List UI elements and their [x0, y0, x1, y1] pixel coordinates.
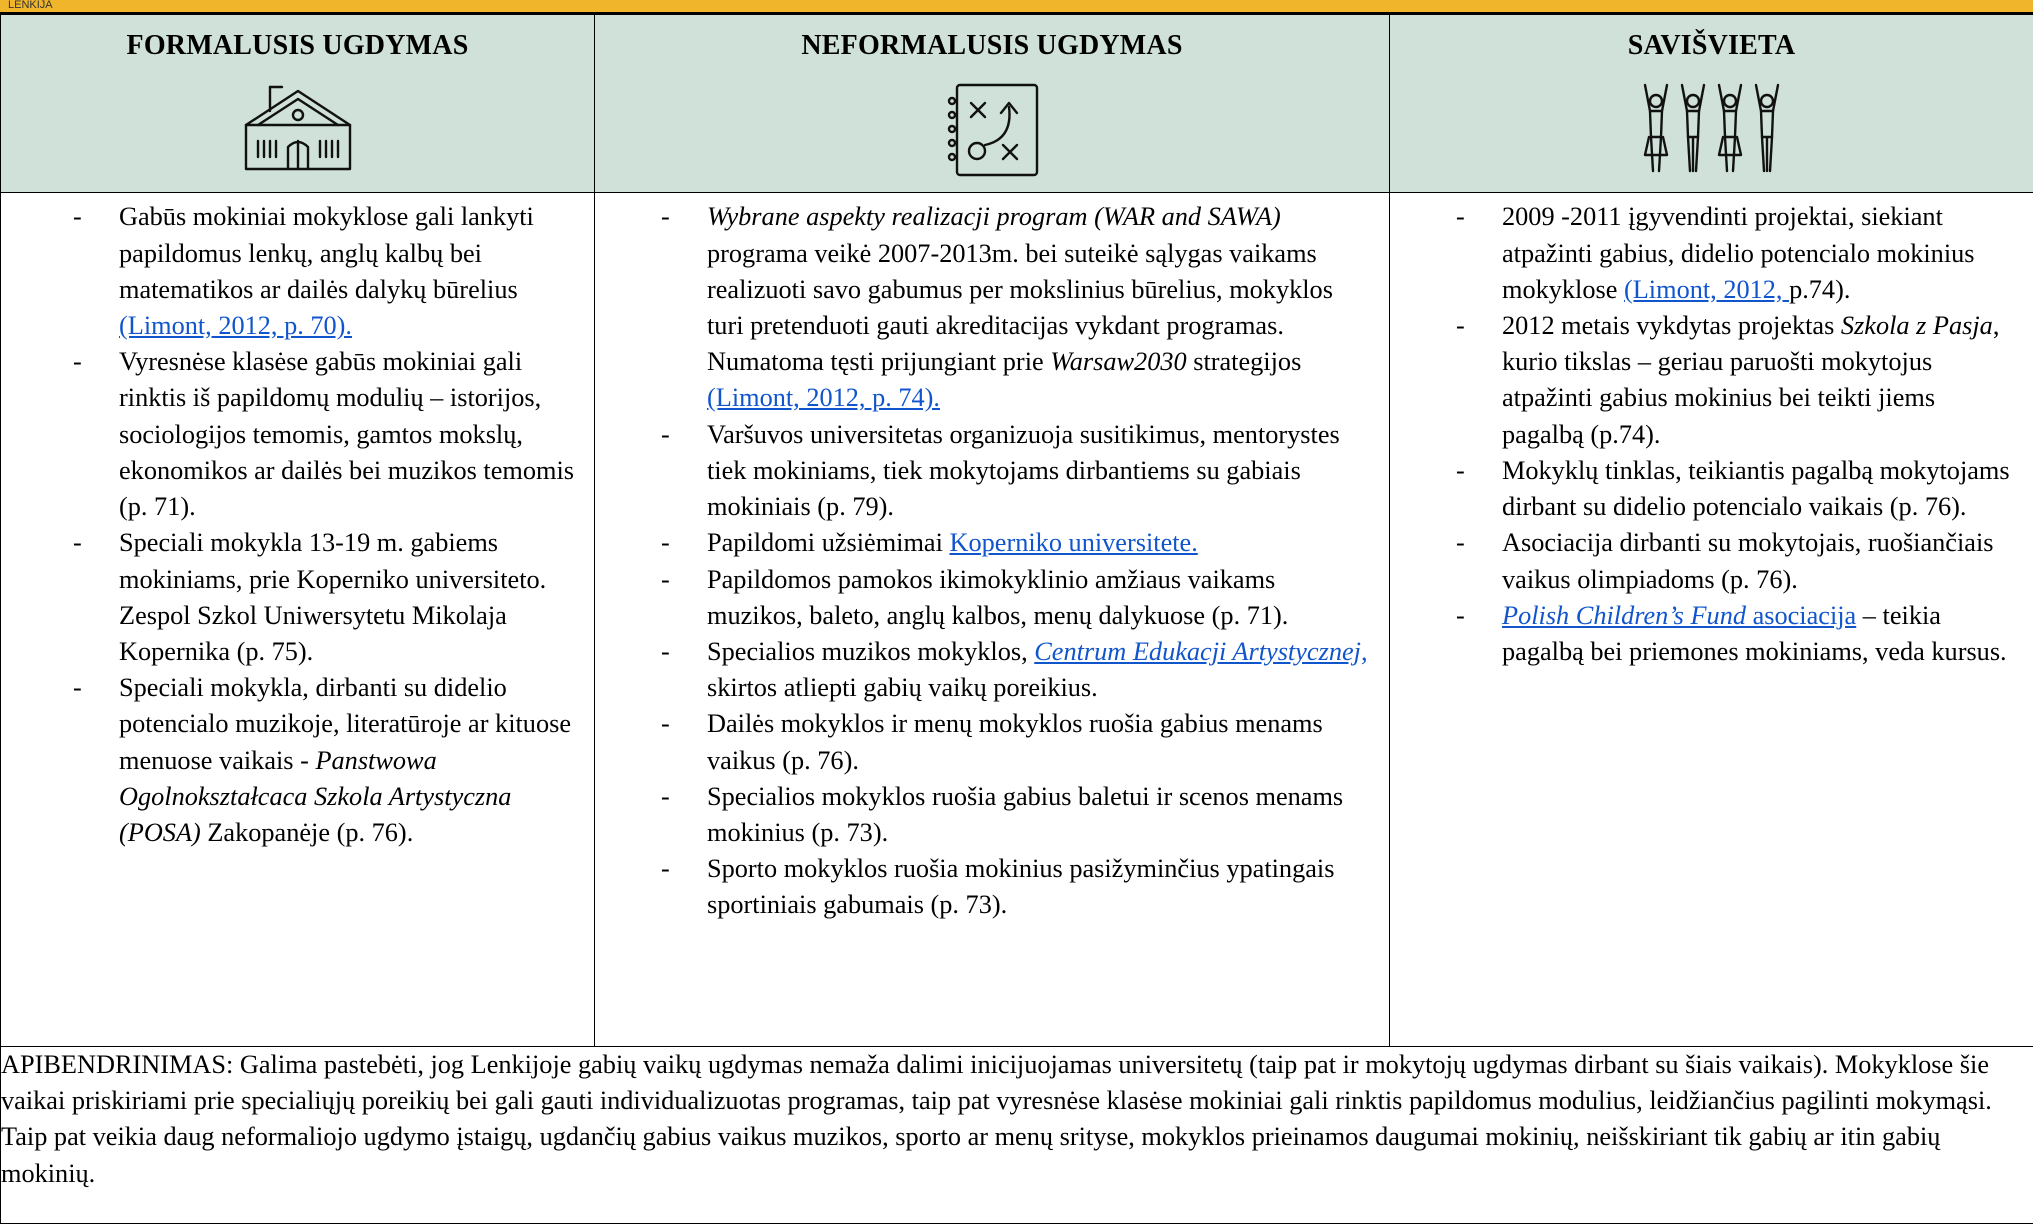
item-text: Zakopanėje (p. 76). [200, 817, 414, 847]
list-item [1502, 308, 2019, 453]
list-item [707, 199, 1375, 416]
item-text: Wybrane aspekty realizacji program (WAR and SAWA) [707, 202, 1281, 232]
reference-link[interactable]: Centrum Edukacji Artystycznej, [1034, 636, 1368, 666]
reference-link[interactable]: asociacija [1746, 600, 1857, 630]
item-text: 2012 metais vykdytas projektas [1502, 311, 1841, 341]
list-item [119, 344, 580, 525]
country-header-bar [0, 0, 2033, 14]
item-text: 2009 -2011 įgyvendinti projektai, siekiant atpažinti gabius, didelio potencialo mokinius mokyklose [1502, 202, 1975, 304]
summary-row [1, 1046, 2033, 1223]
list-item [707, 417, 1375, 526]
content-row [1, 193, 2033, 1046]
item-text: Vyresnėse klasėse gabūs mokiniai gali rinktis iš papildomų modulių – istorijos, sociologijos temomis, gamtos mokslų, ekonomikos ar dailės bei muzikos temomis (p. 71). [119, 347, 575, 522]
strategy-board-icon [943, 81, 1041, 179]
reference-link[interactable]: Polish Children’s Fund [1502, 600, 1746, 630]
selfeducation-content-cell [1390, 193, 2033, 1046]
school-building-icon [242, 81, 354, 173]
item-text: Szkola z Pasja [1840, 311, 1993, 341]
reference-link[interactable]: (Limont, 2012, [1623, 274, 1790, 304]
item-text: skirtos atliepti gabių vaikų poreikius. [707, 673, 1098, 703]
header-nonformal [595, 15, 1390, 193]
item-text: strategijos [1186, 347, 1302, 377]
people-raised-arms-icon [1637, 81, 1787, 177]
list-item [707, 779, 1375, 851]
column-title-selfeducation: SAVIŠVIETA [1627, 30, 1796, 61]
item-text: Speciali mokykla, dirbanti su didelio potencialo muzikoje, literatūroje ar kituose menuose vaikais - [119, 673, 572, 775]
item-text: Sporto mokyklos ruošia mokinius pasižyminčius ypatingais sportiniais gabumais (p. 73). [707, 854, 1335, 920]
item-text: Asociacija dirbanti su mokytojais, ruošiančiais vaikus olimpiadoms (p. 76). [1502, 528, 1994, 594]
item-text: Warsaw2030 [1050, 347, 1187, 377]
formal-list [119, 199, 594, 851]
item-text: Papildomi užsiėmimai [707, 528, 950, 558]
item-text: Speciali mokykla 13-19 m. gabiems mokiniams, prie Koperniko universiteto. Zespol Szkol Uniwersytetu Mikolaja Kopernika (p. 75). [119, 528, 547, 666]
nonformal-content-cell [595, 193, 1390, 1046]
item-text: programa veikė 2007-2013m. bei suteikė sąlygas vaikams realizuoti savo gabumus per mokslinius būrelius, mokyklos turi pretenduoti gauti akreditacijas vykdant programas. Numatoma tęsti prijungiant prie [707, 238, 1333, 377]
nonformal-list [707, 199, 1389, 923]
header-row [1, 15, 2033, 193]
reference-link[interactable]: Koperniko universitete. [949, 528, 1198, 558]
header-formal [1, 15, 595, 193]
item-text: Specialios muzikos mokyklos, [707, 636, 1035, 666]
list-item [707, 634, 1375, 706]
item-text: Papildomos pamokos ikimokyklinio amžiaus vaikams muzikos, baleto, anglų kalbos, menų dalykuose (p. 71). [707, 564, 1289, 630]
item-text: p.74). [1789, 274, 1851, 304]
item-text: Specialios mokyklos ruošia gabius baletui ir scenos menams mokinius (p. 73). [707, 781, 1344, 847]
list-item [1502, 598, 2019, 670]
list-item [1502, 453, 2019, 525]
header-selfeducation [1390, 15, 2033, 193]
list-item [119, 670, 580, 851]
country-label: LENKIJA [8, 0, 53, 11]
list-item [707, 562, 1375, 634]
item-text: Panstwowa Ogolnokształcaca Szkola Artystyczna (POSA) [119, 745, 512, 847]
item-text: Mokyklų tinklas, teikiantis pagalbą mokytojams dirbant su didelio potencialo vaikais (p. 76). [1502, 455, 2010, 522]
list-item [119, 525, 580, 670]
item-text: Gabūs mokiniai mokyklose gali lankyti papildomus lenkų, anglų kalbų bei matematikos ar dailės dalykų būrelius [119, 202, 534, 304]
selfeducation-list [1502, 199, 2033, 670]
list-item [1502, 525, 2019, 597]
reference-link[interactable]: (Limont, 2012, p. 74). [707, 383, 940, 413]
item-text: , kurio tikslas – geriau paruošti mokytojus atpažinti gabius mokinius bei teikti jiems pagalbą (p.74). [1502, 311, 2000, 449]
summary-text: APIBENDRINIMAS: Galima pastebėti, jog Lenkijoje gabių vaikų ugdymas nemaža dalimi inicijuojamas universitetų (taip pat ir mokytojų ugdymas dirbant su šiais vaikais). Mokyklose šie vaikai priskiriami prie specialiųjų poreikių bei gali gauti individualizuotas programas, taip pat vyresnėse klasėse mokiniai gali rinktis papildomus modulius, leidžiančius pagilinti mokymąsi. Taip pat veikia daug neformaliojo ugdymo įstaigų, ugdančių gabius vaikus muzikos, sporto ar menų srityse, mokyklos prieinamos daugumai mokinių, neišskiriant tik gabių ar itin gabių mokinių. [1, 1046, 2033, 1223]
item-text: – teikia pagalbą bei priemones mokiniams, veda kursus. [1502, 600, 2007, 666]
list-item [119, 199, 580, 344]
list-item [707, 851, 1375, 923]
list-item [707, 706, 1375, 778]
item-text: Varšuvos universitetas organizuoja susitikimus, mentorystes tiek mokiniams, tiek mokytojams dirbantiems su gabiais mokiniais (p. 79). [707, 419, 1340, 522]
column-title-formal: FORMALUSIS UGDYMAS [126, 30, 469, 61]
formal-content-cell [1, 193, 595, 1046]
comparison-table [0, 14, 2033, 1224]
list-item [707, 525, 1375, 561]
item-text: Dailės mokyklos ir menų mokyklos ruošia gabius menams vaikus (p. 76). [707, 709, 1323, 775]
column-title-nonformal: NEFORMALUSIS UGDYMAS [801, 30, 1183, 61]
list-item [1502, 199, 2019, 308]
reference-link[interactable]: (Limont, 2012, p. 70). [119, 311, 352, 341]
